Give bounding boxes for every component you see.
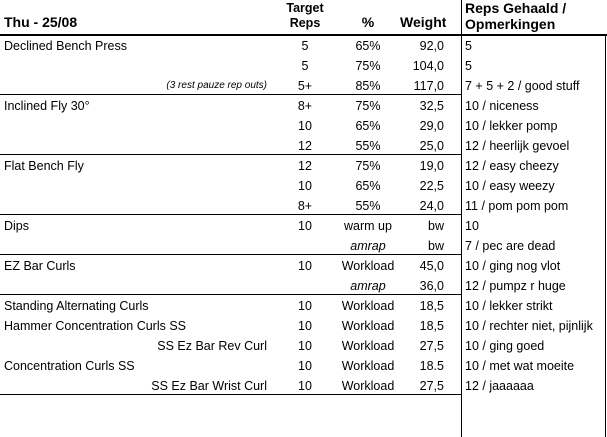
result-cell: 10 / lekker pomp xyxy=(465,119,558,133)
result-cell: 10 / ging goed xyxy=(465,339,545,353)
group-divider xyxy=(0,394,461,395)
weight-cell: 27,5 xyxy=(419,339,444,353)
right-border xyxy=(605,34,606,437)
group-divider xyxy=(0,254,461,255)
weight-cell: bw xyxy=(428,219,444,233)
result-cell: 5 xyxy=(465,39,472,53)
weight-cell: 45,0 xyxy=(419,259,444,273)
group-divider xyxy=(0,294,461,295)
target-reps-cell: 10 xyxy=(298,179,312,193)
weight-cell: 92,0 xyxy=(419,39,444,53)
result-column-divider xyxy=(461,0,462,437)
percent-cell: amrap xyxy=(350,279,386,293)
exercise-note: (3 rest pauze rep outs) xyxy=(166,80,267,91)
target-reps-header-line1: Target xyxy=(286,1,324,15)
weight-cell: 25,0 xyxy=(419,139,444,153)
result-cell: 12 / easy cheezy xyxy=(465,159,559,173)
weight-cell: 19,0 xyxy=(419,159,444,173)
result-cell: 10 / easy weezy xyxy=(465,179,555,193)
target-reps-cell: 5 xyxy=(301,39,309,53)
result-cell: 7 / pec are dead xyxy=(465,239,556,253)
exercise-name: Dips xyxy=(4,219,30,233)
percent-cell: 75% xyxy=(355,59,381,73)
weight-cell: 18,5 xyxy=(419,319,444,333)
weight-cell: 22,5 xyxy=(419,179,444,193)
weight-cell: 18.5 xyxy=(419,359,444,373)
exercise-name: Declined Bench Press xyxy=(4,39,127,53)
result-cell: 5 xyxy=(465,59,472,73)
target-reps-cell: 10 xyxy=(298,359,312,373)
weight-cell: 29,0 xyxy=(419,119,444,133)
percent-cell: 85% xyxy=(355,79,381,93)
percent-cell: Workload xyxy=(341,379,395,393)
percent-cell: 55% xyxy=(355,139,381,153)
result-cell: 11 / pom pom pom xyxy=(465,199,569,213)
target-reps-cell: 10 xyxy=(298,119,312,133)
weight-cell: 104,0 xyxy=(412,59,444,73)
percent-cell: amrap xyxy=(350,239,386,253)
group-divider xyxy=(0,94,461,95)
target-reps-cell: 8+ xyxy=(297,199,313,213)
group-divider xyxy=(0,154,461,155)
target-reps-header-line2: Reps xyxy=(289,16,321,30)
target-reps-cell: 5+ xyxy=(297,79,313,93)
result-cell: 10 / lekker strikt xyxy=(465,299,553,313)
exercise-name: Concentration Curls SS xyxy=(4,359,135,373)
result-cell: 12 / pumpz r huge xyxy=(465,279,566,293)
result-cell: 10 / ging nog vlot xyxy=(465,259,561,273)
target-reps-cell: 12 xyxy=(298,159,312,173)
result-cell: 12 / heerlijk gevoel xyxy=(465,139,570,153)
exercise-name: Inclined Fly 30° xyxy=(4,99,90,113)
result-cell: 10 xyxy=(465,219,479,233)
weight-cell: 18,5 xyxy=(419,299,444,313)
percent-cell: Workload xyxy=(341,259,395,273)
target-reps-cell: 5 xyxy=(301,59,309,73)
percent-cell: warm up xyxy=(344,219,392,233)
target-reps-cell: 8+ xyxy=(297,99,313,113)
exercise-name: EZ Bar Curls xyxy=(4,259,76,273)
percent-cell: Workload xyxy=(341,359,395,373)
result-header-line1: Reps Gehaald / xyxy=(465,1,567,16)
percent-cell: 75% xyxy=(355,159,381,173)
target-reps-cell: 10 xyxy=(298,319,312,333)
superset-exercise-name: SS Ez Bar Rev Curl xyxy=(157,339,267,353)
target-reps-cell: 10 xyxy=(298,259,312,273)
header-divider xyxy=(0,34,607,36)
result-cell: 10 / rechter niet, pijnlijk xyxy=(465,319,593,333)
weight-cell: 24,0 xyxy=(419,199,444,213)
result-cell: 12 / jaaaaaa xyxy=(465,379,534,393)
weight-cell: 117,0 xyxy=(413,79,444,93)
target-reps-cell: 10 xyxy=(298,299,312,313)
result-cell: 7 + 5 + 2 / good stuff xyxy=(465,79,580,93)
group-divider xyxy=(0,214,461,215)
percent-cell: Workload xyxy=(341,339,395,353)
percent-cell: 65% xyxy=(355,39,381,53)
percent-cell: Workload xyxy=(341,299,395,313)
target-reps-cell: 10 xyxy=(298,219,312,233)
target-reps-cell: 12 xyxy=(298,139,312,153)
percent-cell: 65% xyxy=(355,179,381,193)
weight-cell: 32,5 xyxy=(419,99,444,113)
percent-cell: 65% xyxy=(355,119,381,133)
percent-header: % xyxy=(361,15,375,30)
exercise-name: Hammer Concentration Curls SS xyxy=(4,319,187,333)
result-cell: 10 / met wat moeite xyxy=(465,359,575,373)
result-header-line2: Opmerkingen xyxy=(465,17,556,32)
percent-cell: 75% xyxy=(355,99,381,113)
target-reps-cell: 10 xyxy=(298,379,312,393)
exercise-name: Standing Alternating Curls xyxy=(4,299,149,313)
weight-cell: 27,5 xyxy=(419,379,444,393)
target-reps-cell: 10 xyxy=(298,339,312,353)
exercise-name: Flat Bench Fly xyxy=(4,159,84,173)
weight-cell: 36,0 xyxy=(419,279,444,293)
day-title: Thu - 25/08 xyxy=(4,14,78,30)
weight-header: Weight xyxy=(400,15,447,30)
weight-cell: bw xyxy=(428,239,444,253)
result-cell: 10 / niceness xyxy=(465,99,539,113)
percent-cell: 55% xyxy=(355,199,381,213)
percent-cell: Workload xyxy=(341,319,395,333)
superset-exercise-name: SS Ez Bar Wrist Curl xyxy=(151,379,267,393)
